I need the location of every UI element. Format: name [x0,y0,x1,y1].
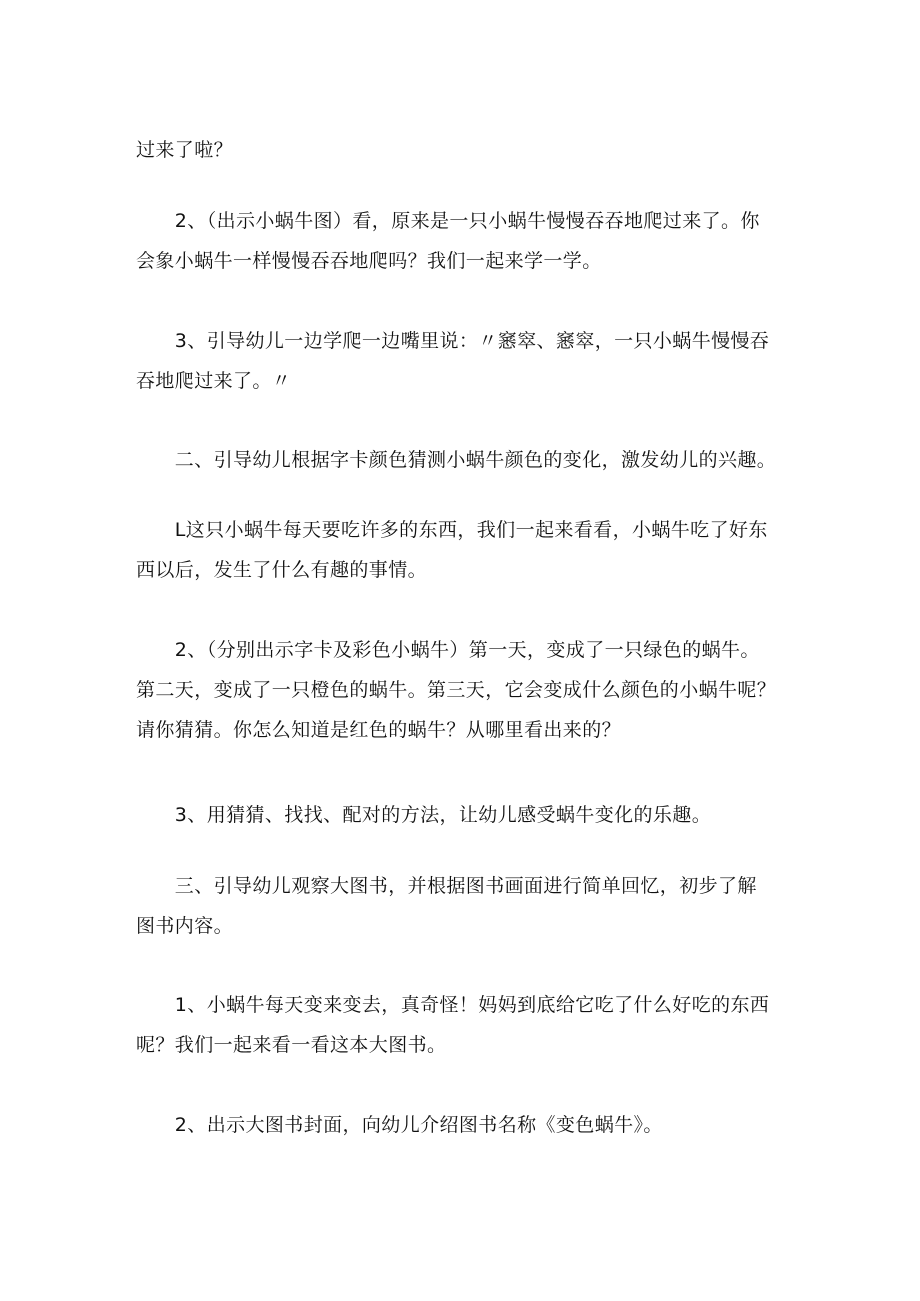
paragraph-step-3-crawl [136,321,786,401]
text-line: 2、出示大图书封面，向幼儿介绍图书名称《变色蜗牛》。 [136,1114,663,1136]
text-line: 会象小蜗牛一样慢慢吞吞地爬吗？我们一起来学一学。 [136,250,602,272]
text-line: 吞地爬过来了。〃 [136,370,292,392]
paragraph-step-1-food [136,510,786,590]
text-line: 过来了啦？ [136,139,234,161]
section-heading-two [136,440,786,480]
text-line: 第二天，变成了一只橙色的蜗牛。第三天，它会变成什么颜色的小蜗牛呢？ [136,679,777,701]
text-line: 西以后，发生了什么有趣的事情。 [136,559,428,581]
text-line: 3、引导幼儿一边学爬一边嘴里说：〃窸窣、窸窣，一只小蜗牛慢慢吞 [136,330,770,352]
paragraph-step-2-color-cards [136,630,786,750]
paragraph-step-3-matching [136,795,786,835]
section-heading-three [136,866,786,946]
paragraph-step-2-snail-picture [136,201,786,281]
paragraph-step-2-book-cover [136,1105,786,1145]
text-line: 3、用猜猜、找找、配对的方法，让幼儿感受蜗牛变化的乐趣。 [136,804,712,826]
text-line: 2、（分别出示字卡及彩色小蜗牛）第一天，变成了一只绿色的蜗牛。 [136,639,760,661]
text-line: 二、引导幼儿根据字卡颜色猜测小蜗牛颜色的变化，激发幼儿的兴趣。 [136,449,777,471]
text-line: 呢？我们一起来看一看这本大图书。 [136,1034,447,1056]
paragraph-step-1-big-book [136,985,786,1065]
text-line: 三、引导幼儿观察大图书，并根据图书画面进行简单回忆，初步了解 [136,875,757,897]
text-line: 请你猜猜。你怎么知道是红色的蜗牛？从哪里看出来的？ [136,719,622,741]
paragraph-continuation [136,130,786,170]
text-line: L这只小蜗牛每天要吃许多的东西，我们一起来看看，小蜗牛吃了好东 [136,519,768,541]
text-line: 2、（出示小蜗牛图）看，原来是一只小蜗牛慢慢吞吞地爬过来了。你 [136,210,760,232]
text-line: 图书内容。 [136,915,234,937]
text-line: 1、小蜗牛每天变来变去，真奇怪！妈妈到底给它吃了什么好吃的东西 [136,994,770,1016]
